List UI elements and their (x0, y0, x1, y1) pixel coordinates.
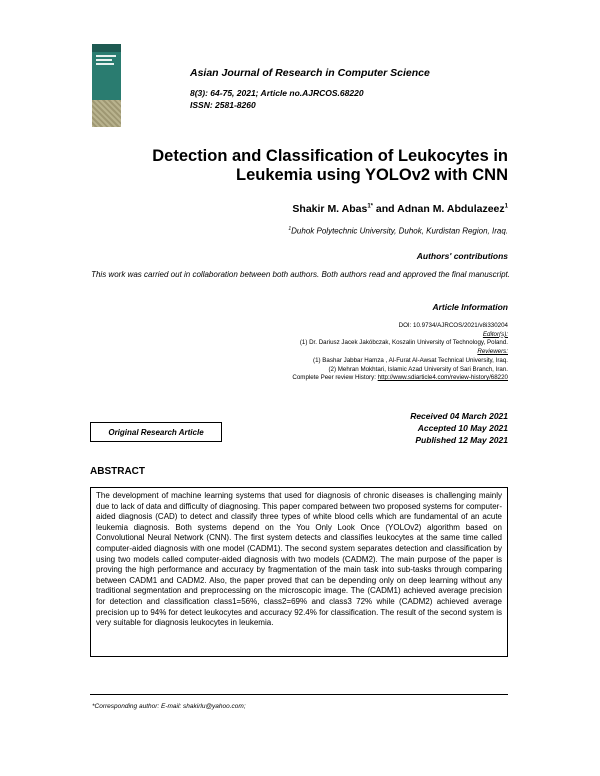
author-superscript: 1* (367, 203, 373, 210)
author-name: Adnan M. Abdulazeez (397, 203, 505, 215)
journal-issn: ISSN: 2581-8260 (190, 100, 256, 110)
author-superscript: 1 (504, 203, 508, 210)
cover-band (92, 44, 121, 52)
reviewer-entry: (2) Mehran Mokhtari, Islamic Azad University of Sari Branch, Iran. (328, 365, 508, 373)
contributions-heading: Authors' contributions (416, 251, 508, 261)
article-title (90, 147, 508, 185)
article-dates (410, 410, 508, 446)
author-list (292, 203, 508, 215)
article-info-heading: Article Information (432, 302, 508, 312)
journal-name: Asian Journal of Research in Computer Science (190, 67, 430, 79)
published-date: Published 12 May 2021 (415, 435, 508, 445)
title-line-2: Leukemia using YOLOv2 with CNN (235, 166, 508, 184)
history-label: Complete Peer review History: (292, 374, 378, 382)
journal-issue: 8(3): 64-75, 2021; Article no.AJRCOS.68220 (190, 88, 364, 98)
article-type-label: Original Research Article (108, 427, 204, 437)
corresponding-author-footnote: *Corresponding author: E-mail: shakirlu@yahoo.com; (92, 703, 246, 710)
cover-texture (92, 100, 121, 127)
affiliation (288, 226, 508, 236)
editors-label: Editor(s): (482, 330, 508, 338)
journal-cover-thumbnail (92, 44, 121, 127)
affiliation-text: Duhok Polytechnic University, Duhok, Kurdistan Region, Iraq. (291, 226, 508, 236)
affiliation-superscript: 1 (288, 226, 292, 232)
article-type-box (90, 422, 222, 442)
accepted-date: Accepted 10 May 2021 (417, 423, 508, 433)
abstract-text: The development of machine learning systems that used for diagnosis of chronic diseases is challenging mainly due to lack of data and difficulty of diagnosing. This paper compared between two proposed systems for computer-aided diagnosis (CAD) to detect and classify three types of white blood cells which are fundamental of an acute leukemia diagnosis. Both systems depend on the You Only Look Once (YOLOv2) algorithm based on Convolutional Neural Network (CNN). The first system detects and classifies leukocytes at the same time called computer-aided diagnosis with one model (CADM1). The second system separates detection and classification by using two models called computer-aided diagnosis with two models (CADM2). The main purpose of the paper is proving the high performance and accuracy by fragmentation of the main task into sub-tasks through comparing between CADM1 and CADM2. Also, the paper proved that can be depending only on deep learning without any traditional segmentation and preprocessing on the microscopic image. The (CADM1) achieved average precision for detection and classification class1=56%, class2=69% and class3 72% while (CADM2) achieved average precision up to 94% for detect leukocytes and accuracy 92.4% for classification. The result of the second system is very suitable for diagnosis leukocytes in leukemia. (96, 491, 502, 628)
abstract-box (90, 487, 508, 657)
footnote-divider (90, 694, 508, 695)
author-name: Shakir M. Abas (292, 203, 368, 215)
cover-title-line (96, 55, 116, 57)
received-date: Received 04 March 2021 (410, 411, 508, 421)
cover-title-line (96, 63, 114, 65)
review-history-link[interactable]: http://www.sdiarticle4.com/review-history/68220 (377, 374, 508, 382)
author-conjunction: and (372, 203, 398, 215)
reviewer-entry: (1) Bashar Jabbar Hamza , Al-Furat Al-Awsat Technical University, Iraq. (313, 356, 508, 364)
abstract-heading: ABSTRACT (90, 466, 145, 477)
title-line-1: Detection and Classification of Leukocytes in (152, 147, 508, 165)
reviewers-label: Reviewers: (477, 348, 508, 356)
article-info-block (292, 322, 508, 383)
doi: DOI: 10.9734/AJRCOS/2021/v8i330204 (398, 322, 508, 329)
contributions-text: This work was carried out in collaboration between both authors. Both authors read and approved the final manuscript. (91, 270, 510, 279)
editor-entry: (1) Dr. Dariusz Jacek Jakóbczak, Koszalin University of Technology, Poland. (299, 339, 508, 347)
cover-title-line (96, 59, 112, 61)
